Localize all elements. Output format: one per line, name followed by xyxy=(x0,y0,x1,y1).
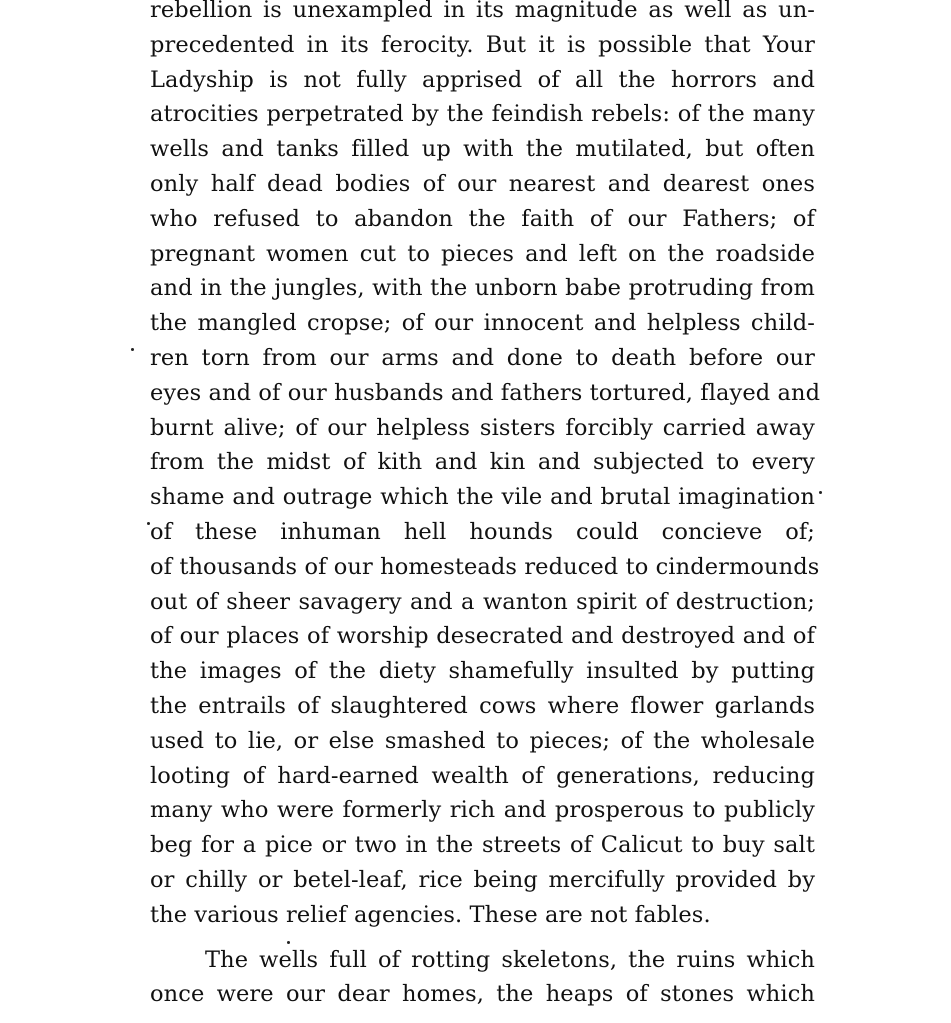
text-line: out of sheer savagery and a wanton spirit of destruction; xyxy=(150,588,815,615)
text-line: the mangled cropse; of our innocent and helpless child- xyxy=(150,310,815,337)
scan-speck xyxy=(147,522,150,525)
text-line: precedented in its ferocity. But it is possible that Your xyxy=(150,31,815,58)
text-line: atrocities perpetrated by the feindish rebels: of the many xyxy=(150,101,815,128)
scan-speck xyxy=(819,491,822,494)
text-line: wells and tanks filled up with the mutilated, but often xyxy=(150,136,815,163)
text-line: the images of the diety shamefully insulted by putting xyxy=(150,658,815,685)
text-line: once were our dear homes, the heaps of stones which xyxy=(150,981,815,1008)
text-line: The wells full of rotting skeletons, the ruins which xyxy=(205,946,815,973)
body-text xyxy=(150,0,821,1012)
text-line: only half dead bodies of our nearest and dearest ones xyxy=(150,170,815,197)
text-line: burnt alive; of our helpless sisters forcibly carried away xyxy=(150,414,815,441)
text-line: ren torn from our arms and done to death before our xyxy=(150,344,815,371)
text-line: shame and outrage which the vile and brutal imagination xyxy=(150,484,815,511)
text-line: and in the jungles, with the unborn babe protruding from xyxy=(150,275,815,302)
text-line: pregnant women cut to pieces and left on the roadside xyxy=(150,240,815,267)
paragraph-2 xyxy=(150,943,815,1013)
text-line: or chilly or betel-leaf, rice being mercifully provided by xyxy=(150,866,815,893)
text-line: Ladyship is not fully apprised of all the horrors and xyxy=(150,66,815,93)
text-line: eyes and of our husbands and fathers tortured, flayed and xyxy=(150,379,821,406)
text-line: the various relief agencies. These are not fables. xyxy=(150,901,711,928)
text-line: of our places of worship desecrated and destroyed and of xyxy=(150,623,815,650)
text-line: of these inhuman hell hounds could concieve of; xyxy=(150,518,815,545)
text-line: many who were formerly rich and prosperous to publicly xyxy=(150,797,815,824)
text-line: the entrails of slaughtered cows where flower garlands xyxy=(150,692,815,719)
text-line: of thousands of our homesteads reduced to cindermounds xyxy=(150,553,820,580)
text-line: from the midst of kith and kin and subjected to every xyxy=(150,449,815,476)
scan-speck xyxy=(131,348,134,351)
text-line: looting of hard-earned wealth of generations, reducing xyxy=(150,762,815,789)
paragraph-gap xyxy=(150,933,815,943)
scan-speck xyxy=(287,941,290,944)
text-line: rebellion is unexampled in its magnitude as well as un- xyxy=(150,0,815,23)
paragraph-1 xyxy=(150,0,821,933)
text-line: who refused to abandon the faith of our Fathers; of xyxy=(150,205,815,232)
text-line: beg for a pice or two in the streets of Calicut to buy salt xyxy=(150,832,815,859)
text-line: used to lie, or else smashed to pieces; of the wholesale xyxy=(150,727,815,754)
